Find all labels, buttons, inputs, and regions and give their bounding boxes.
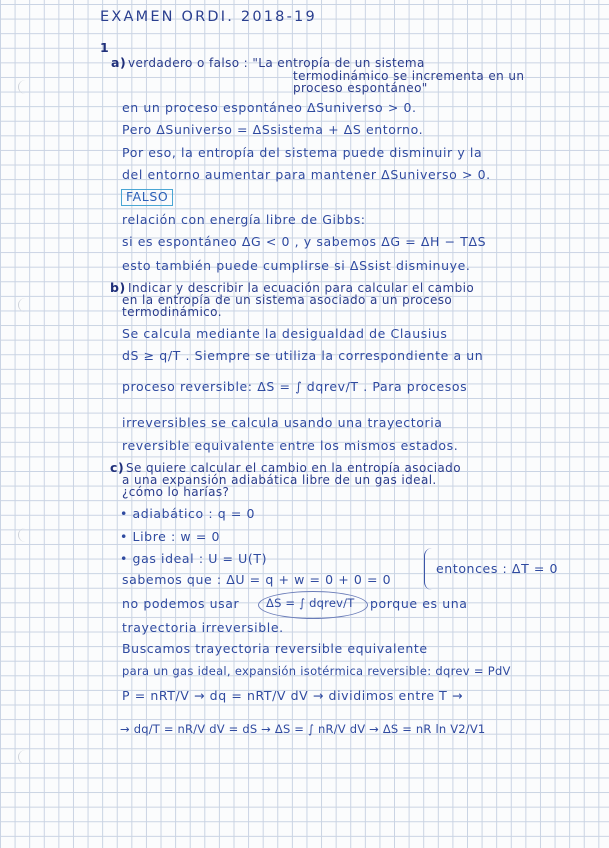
part-a-line-5: relación con energía libre de Gibbs: [122,212,366,227]
part-b-line-2: dS ≥ q/T . Siempre se utiliza la correspondiente a un [122,348,484,363]
binding-ring-3 [18,528,33,542]
part-b-line-4: irreversibles se calcula usando una trayectoria [122,415,443,430]
part-c-label: c) [110,460,125,475]
part-c-question-line-1: Se quiere calcular el cambio en la entropía asociado [126,461,461,475]
binding-ring-2 [18,298,33,312]
curly-brace [424,548,433,590]
part-c-question-line-3: ¿cómo lo harías? [122,485,230,499]
part-b-line-3: proceso reversible: ΔS = ∫ dqrev/T . Para procesos [122,379,468,394]
part-c-line-8: para un gas ideal, expansión isotérmica reversible: dqrev = PdV [122,664,511,678]
part-b-question-line-3: termodinámico. [122,305,222,319]
part-c-line-5c: porque es una [370,596,468,611]
part-b-line-1: Se calcula mediante la desigualdad de Clausius [122,326,448,341]
page-title: EXAMEN ORDI. 2018-19 [100,9,317,25]
part-c-question-line-2: a una expansión adiabática libre de un gas ideal. [122,473,437,487]
part-c-line-1: • adiabático : q = 0 [120,506,256,521]
binding-ring-4 [18,750,33,764]
part-a-line-7: esto también puede cumplirse si ΔSsist disminuye. [122,258,471,273]
part-a-question-line-3: proceso espontáneo" [293,81,428,95]
part-c-line-6: trayectoria irreversible. [122,620,284,635]
part-a-line-4: del entorno aumentar para mantener ΔSuniverso > 0. [122,167,491,182]
part-a-line-6: si es espontáneo ΔG < 0 , y sabemos ΔG = ΔH − TΔS [122,234,487,249]
part-c-line-10: → dq/T = nR/V dV = dS → ΔS = ∫ nR/V dV → ΔS = nR ln V2/V1 [120,722,486,736]
part-c-conclusion: entonces : ΔT = 0 [436,561,559,576]
part-c-line-9: P = nRT/V → dq = nRT/V dV → dividimos entre T → [122,688,464,703]
part-c-line-2: • Libre : w = 0 [120,529,221,544]
part-b-question-line-1: Indicar y describir la ecuación para calcular el cambio [128,281,475,295]
part-a-answer: FALSO [121,189,173,206]
section-number: 1 [100,40,110,55]
part-c-line-7: Buscamos trayectoria reversible equivalente [122,641,428,656]
part-c-line-5a: no podemos usar [122,596,240,611]
part-a-line-1: en un proceso espontáneo ΔSuniverso > 0. [122,100,417,115]
part-c-line-3: • gas ideal : U = U(T) [120,551,268,566]
part-b-label: b) [110,280,126,295]
part-a-question-line-2: termodinámico se incrementa en un [293,69,525,83]
part-b-question-line-2: en la entropía de un sistema asociado a un proceso [122,293,453,307]
part-a-question-line-1: verdadero o falso : "La entropía de un sistema [128,56,425,70]
part-b-line-5: reversible equivalente entre los mismos estados. [122,438,459,453]
part-a-line-2: Pero ΔSuniverso = ΔSsistema + ΔS entorno. [122,122,424,137]
binding-ring-1 [18,80,33,94]
part-c-line-4: sabemos que : ΔU = q + w = 0 + 0 = 0 [122,572,392,587]
part-a-line-3: Por eso, la entropía del sistema puede disminuir y la [122,145,483,160]
part-a-label: a) [111,55,127,70]
part-c-circled-formula: ΔS = ∫ dqrev/T [266,596,355,610]
